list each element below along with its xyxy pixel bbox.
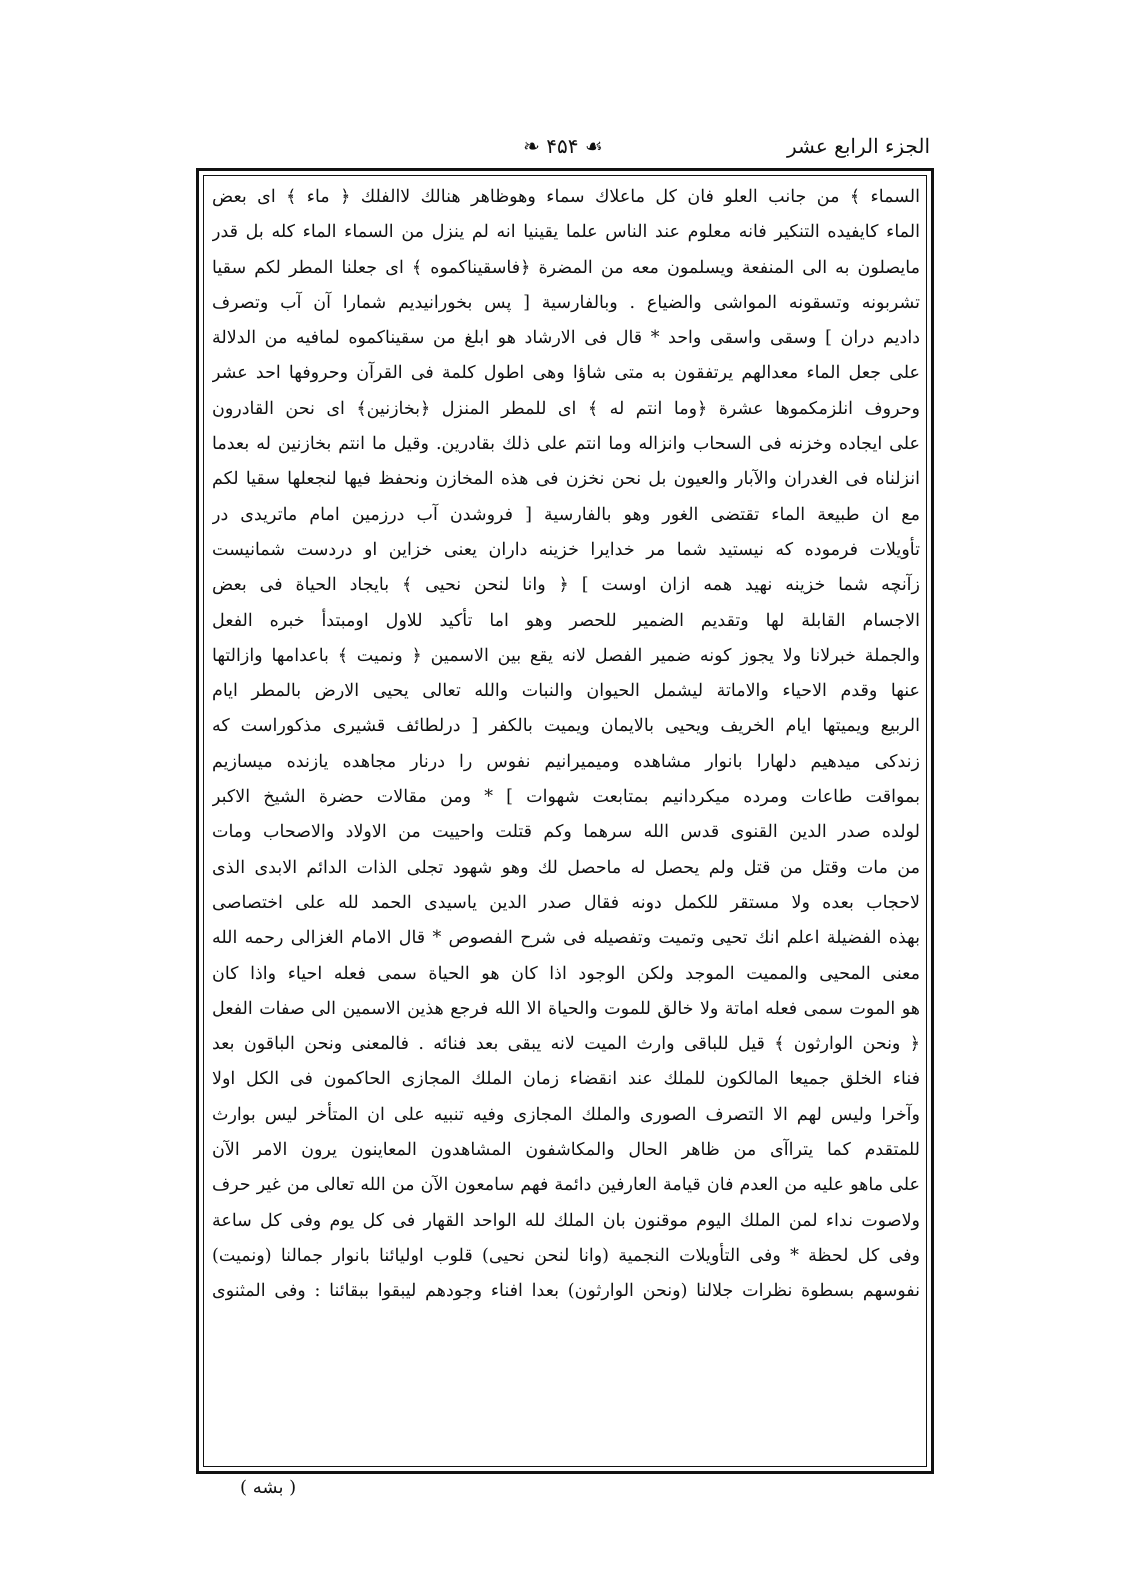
text-line: السماء ﴾ من جانب العلو فان كل ماعلاك سماء وهوظاهر هنالك لاالفلك ﴿ ماء ﴾ اى بعض: [212, 187, 920, 207]
body-text: [212, 180, 920, 1310]
text-line: الماء كايفيده التنكير فانه معلوم عند الناس علما يقينيا انه لم ينزل من السماء الماء كله بل قدر: [212, 222, 920, 243]
volume-title: الجزء الرابع عشر: [787, 134, 930, 158]
text-line: عنها وقدم الاحياء والاماتة ليشمل الحيوان والنبات والله تعالى يحيى الارض بالمطر ايام: [212, 681, 920, 702]
text-line: زندكى ميدهيم دلهارا بانوار مشاهده وميميرانيم نفوس را درنار مجاهده يازنده ميسازيم: [212, 751, 920, 772]
text-line: للمتقدم كما يتراآى من ظاهر الحال والمكاشفون المشاهدون المعاينون يرون الامر الآن: [212, 1140, 920, 1161]
text-line: ولاصوت نداء لمن الملك اليوم موقنون بان الملك لله الواحد القهار فى كل يوم وفى كل ساعة: [212, 1210, 920, 1231]
text-line: وآخرا وليس لهم الا التصرف الصورى والملك المجازى وفيه تنبيه على ان المتأخر ليس بوارث: [212, 1104, 920, 1125]
text-line: لاحجاب بعده ولا مستقر للكمل دونه فقال صدر الدين ياسيدى الحمد لله على اختصاصى: [212, 892, 920, 913]
text-line: تشربونه وتسقونه المواشى والضياع . وبالفارسية [ پس بخورانيديم شمارا آن آب وتصرف: [212, 292, 920, 313]
text-line: وحروف انلزمكموها عشرة ﴿وما انتم له ﴾ اى للمطر المنزل ﴿بخازنين﴾ اى نحن القادرون: [212, 398, 920, 419]
text-line: على ماهو عليه من العدم فان قيامة العارفين دائمة فهم سامعون الآن من الله تعالى من غير حرف: [212, 1175, 920, 1196]
page-number-value: ۴۵۴: [546, 134, 579, 158]
text-line: فناء الخلق جميعا المالكون للملك عند انقضاء زمان الملك المجازى الحاكمون فى الكل اولا: [212, 1069, 920, 1090]
text-line: لولده صدر الدين القنوى قدس الله سرهما وكم قتلت واحييت من الاولاد والاصحاب ومات: [212, 822, 920, 843]
text-line: وفى كل لحظة * وفى التأويلات النجمية (وانا لنحن نحيى) قلوب اوليائنا بانوار جمالنا (ونميت): [212, 1245, 920, 1266]
text-line: بهذه الفضيلة اعلم انك تحيى وتميت وتفصيله فى شرح الفصوص * قال الامام الغزالى رحمه الله: [212, 928, 920, 949]
page-number: ❧ ۴۵۴ ☙: [523, 134, 603, 158]
text-line: على ايجاده وخزنه فى السحاب وانزاله وما انتم على ذلك بقادرين. وقيل ما انتم بخازنين له بعدما: [212, 434, 920, 455]
text-line: ﴿ ونحن الوارثون ﴾ قيل للباقى وارث الميت لانه يبقى بعد فنائه . فالمعنى ونحن الباقون بعد: [212, 1034, 920, 1055]
page-header: [196, 132, 930, 164]
text-line: على جعل الماء معدالهم يرتفقون به متى شاؤا وهى اطول كلمة فى القرآن وحروفها احد عشر: [212, 363, 920, 384]
text-line: انزلناه فى الغدران والآبار والعيون بل نحن نخزن فى هذه المخازن ونحفظ فيها لنجعلها سقيا لكم: [212, 469, 920, 490]
text-line: مع ان طبيعة الماء تقتضى الغور وهو بالفارسية [ فروشدن آب درزمين امام ماتريدى در: [212, 504, 920, 525]
text-line: هو الموت سمى فعله اماتة ولا خالق للموت والحياة الا الله فرجع هذين الاسمين الى صفات الفعل: [212, 998, 920, 1019]
text-line: مايصلون به الى المنفعة ويسلمون معه من المضرة ﴿فاسقيناكموه ﴾ اى جعلنا المطر لكم سقيا: [212, 257, 920, 278]
text-line: الربيع ويميتها ايام الخريف ويحيى بالايمان ويميت بالكفر [ درلطائف قشيرى مذكوراست كه: [212, 716, 920, 737]
text-line: تأويلات فرموده كه نيستيد شما مر خدايرا خزينه داران يعنى خزاين او دردست شمانيست: [212, 539, 920, 560]
text-line: من مات وقتل من قتل ولم يحصل له ماحصل لك وهو شهود تجلى الذات الدائم الابدى الذى: [212, 857, 920, 878]
text-line: زآنچه شما خزينه نهيد همه ازان اوست ] ﴿ وانا لنحن نحيى ﴾ بايجاد الحياة فى بعض: [212, 575, 920, 596]
text-line: نفوسهم بسطوة نظرات جلالنا (ونحن الوارثون) بعدا افناء وجودهم ليبقوا ببقائنا : وفى المثنوى: [212, 1281, 920, 1302]
text-line: بمواقت طاعات ومرده ميكردانيم بمتابعت شهوات ] * ومن مقالات حضرة الشيخ الاكبر: [212, 787, 920, 808]
catchword: ( بشه ): [240, 1477, 297, 1498]
text-line: داديم دران ] وسقى واسقى واحد * قال فى الارشاد هو ابلغ من سقيناكموه لمافيه من الدلالة: [212, 328, 920, 349]
text-line: معنى المحيى والمميت الموجد ولكن الوجود اذا كان هو الحياة سمى فعله احياء واذا كان: [212, 963, 920, 984]
text-line: والجملة خبرلانا ولا يجوز كونه ضمير الفصل لانه يقع بين الاسمين ﴿ ونميت ﴾ باعدامها وازالتها: [212, 645, 920, 666]
text-line: الاجسام القابلة لها وتقديم الضمير للحصر وهو اما تأكيد للاول اومبتدأ خبره الفعل: [212, 610, 920, 631]
